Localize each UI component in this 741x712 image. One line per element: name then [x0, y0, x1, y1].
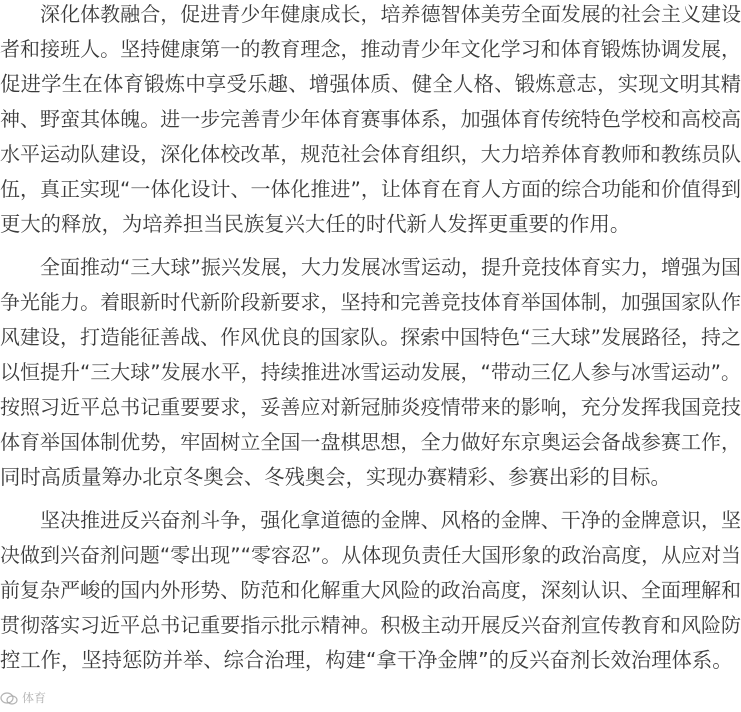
watermark-text: 体育 — [22, 691, 47, 705]
paragraph-2-line-3: 风建设，打造能征善战、作风优良的国家队。探索中国特色“三大球”发展路径，持之 — [0, 325, 741, 349]
paragraph-2-line-2: 争光能力。着眼新时代新阶段新要求，坚持和完善竞技体育举国体制，加强国家队作 — [0, 290, 741, 314]
paragraph-1-line-5: 水平运动队建设，深化体校改革，规范社会体育组织，大力培养体育教师和教练员队 — [0, 142, 741, 166]
paragraph-2-line-1: 全面推动“三大球”振兴发展，大力发展冰雪运动，提升竞技体育实力，增强为国 — [0, 255, 741, 279]
paragraph-1-line-6: 伍，真正实现“一体化设计、一体化推进”，让体育在育人方面的综合功能和价值得到 — [0, 177, 741, 201]
paragraph-1-line-7: 更大的释放，为培养担当民族复兴大任的时代新人发挥更重要的作用。 — [0, 212, 631, 236]
paragraph-1-line-2: 者和接班人。坚持健康第一的教育理念，推动青少年文化学习和体育锻炼协调发展， — [0, 37, 741, 61]
paragraph-2-line-6: 体育举国体制优势，牢固树立全国一盘棋思想，全力做好东京奥运会备战参赛工作， — [0, 430, 741, 454]
watermark-logo-icon — [0, 691, 18, 705]
paragraph-3-line-5: 控工作，坚持惩防并举、综合治理，构建“拿干净金牌”的反兴奋剂长效治理体系。 — [0, 648, 733, 672]
paragraph-3-line-3: 前复杂严峻的国内外形势、防范和化解重大风险的政治高度，深刻认识、全面理解和 — [0, 578, 741, 602]
paragraph-3-line-1: 坚决推进反兴奋剂斗争，强化拿道德的金牌、风格的金牌、干净的金牌意识，坚 — [0, 508, 741, 532]
paragraph-2-line-7: 同时高质量筹办北京冬奥会、冬残奥会，实现办赛精彩、参赛出彩的目标。 — [0, 465, 671, 489]
paragraph-3-line-2: 决做到兴奋剂问题“零出现”“零容忍”。从体现负责任大国形象的政治高度，从应对当 — [0, 543, 741, 567]
paragraph-1-line-1: 深化体教融合，促进青少年健康成长，培养德智体美劳全面发展的社会主义建设 — [0, 2, 741, 26]
paragraph-2-line-5: 按照习近平总书记重要要求，妥善应对新冠肺炎疫情带来的影响，充分发挥我国竞技 — [0, 395, 741, 419]
paragraph-1-line-4: 神、野蛮其体魄。进一步完善青少年体育赛事体系，加强体育传统特色学校和高校高 — [0, 107, 741, 131]
paragraph-3-line-4: 贯彻落实习近平总书记重要指示批示精神。积极主动开展反兴奋剂宣传教育和风险防 — [0, 613, 741, 637]
paragraph-1-line-3: 促进学生在体育锻炼中享受乐趣、增强体质、健全人格、锻炼意志，实现文明其精 — [0, 72, 741, 96]
watermark — [0, 683, 46, 712]
paragraph-2-line-4: 以恒提升“三大球”发展水平，持续推进冰雪运动发展，“带动三亿人参与冰雪运动”。 — [0, 360, 741, 384]
